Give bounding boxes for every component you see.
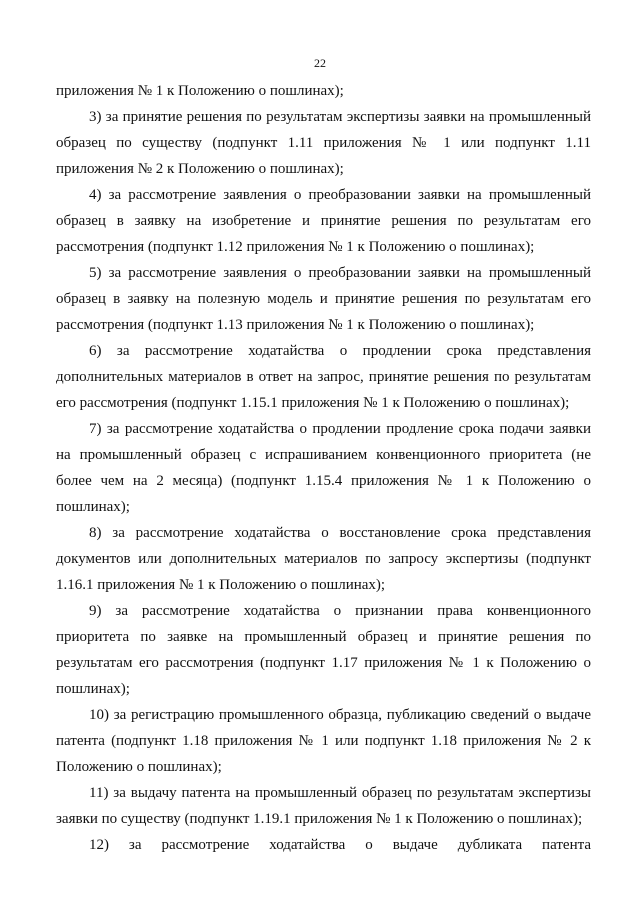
list-item-8: 8) за рассмотрение ходатайства о восстановление срока представления документов или дополнительных материалов по запросу экспертизы (подпункт 1.16.1 приложения № 1 к Положению о пошлинах); (56, 525, 591, 593)
list-item-4: 4) за рассмотрение заявления о преобразовании заявки на промышленный образец в заявку на изобретение и принятие решения по результатам его рассмотрения (подпункт 1.12 приложения № 1 к Положению о пошлинах); (56, 187, 591, 255)
list-item-7: 7) за рассмотрение ходатайства о продлении продление срока подачи заявки на промышленный образец с испрашиванием конвенционного приоритета (не более чем на 2 месяца) (подпункт 1.15.4 приложения № 1 к Положению о пошлинах); (56, 421, 591, 515)
document-body (56, 78, 591, 858)
list-item-9: 9) за рассмотрение ходатайства о признании права конвенционного приоритета по заявке на промышленный образец и принятие решения по результатам его рассмотрения (подпункт 1.17 приложения № 1 к Положению о пошлинах); (56, 603, 591, 697)
list-item-10: 10) за регистрацию промышленного образца, публикацию сведений о выдаче патента (подпункт 1.18 приложения № 1 или подпункт 1.18 приложения № 2 к Положению о пошлинах); (56, 707, 591, 775)
paragraph-continuation: приложения № 1 к Положению о пошлинах); (56, 83, 344, 99)
list-item-11: 11) за выдачу патента на промышленный образец по результатам экспертизы заявки по существу (подпункт 1.19.1 приложения № 1 к Положению о пошлинах); (56, 785, 591, 827)
list-item-12: 12) за рассмотрение ходатайства о выдаче дубликата патента (89, 837, 591, 853)
list-item-3: 3) за принятие решения по результатам экспертизы заявки на промышленный образец по существу (подпункт 1.11 приложения № 1 или подпункт 1.11 приложения № 2 к Положению о пошлинах); (56, 109, 591, 177)
page-number: 22 (314, 56, 326, 70)
list-item-5: 5) за рассмотрение заявления о преобразовании заявки на промышленный образец в заявку на полезную модель и принятие решения по результатам его рассмотрения (подпункт 1.13 приложения № 1 к Положению о пошлинах); (56, 265, 591, 333)
list-item-6: 6) за рассмотрение ходатайства о продлении срока представления дополнительных материалов в ответ на запрос, принятие решения по результатам его рассмотрения (подпункт 1.15.1 приложения № 1 к Положению о пошлинах); (56, 343, 591, 411)
